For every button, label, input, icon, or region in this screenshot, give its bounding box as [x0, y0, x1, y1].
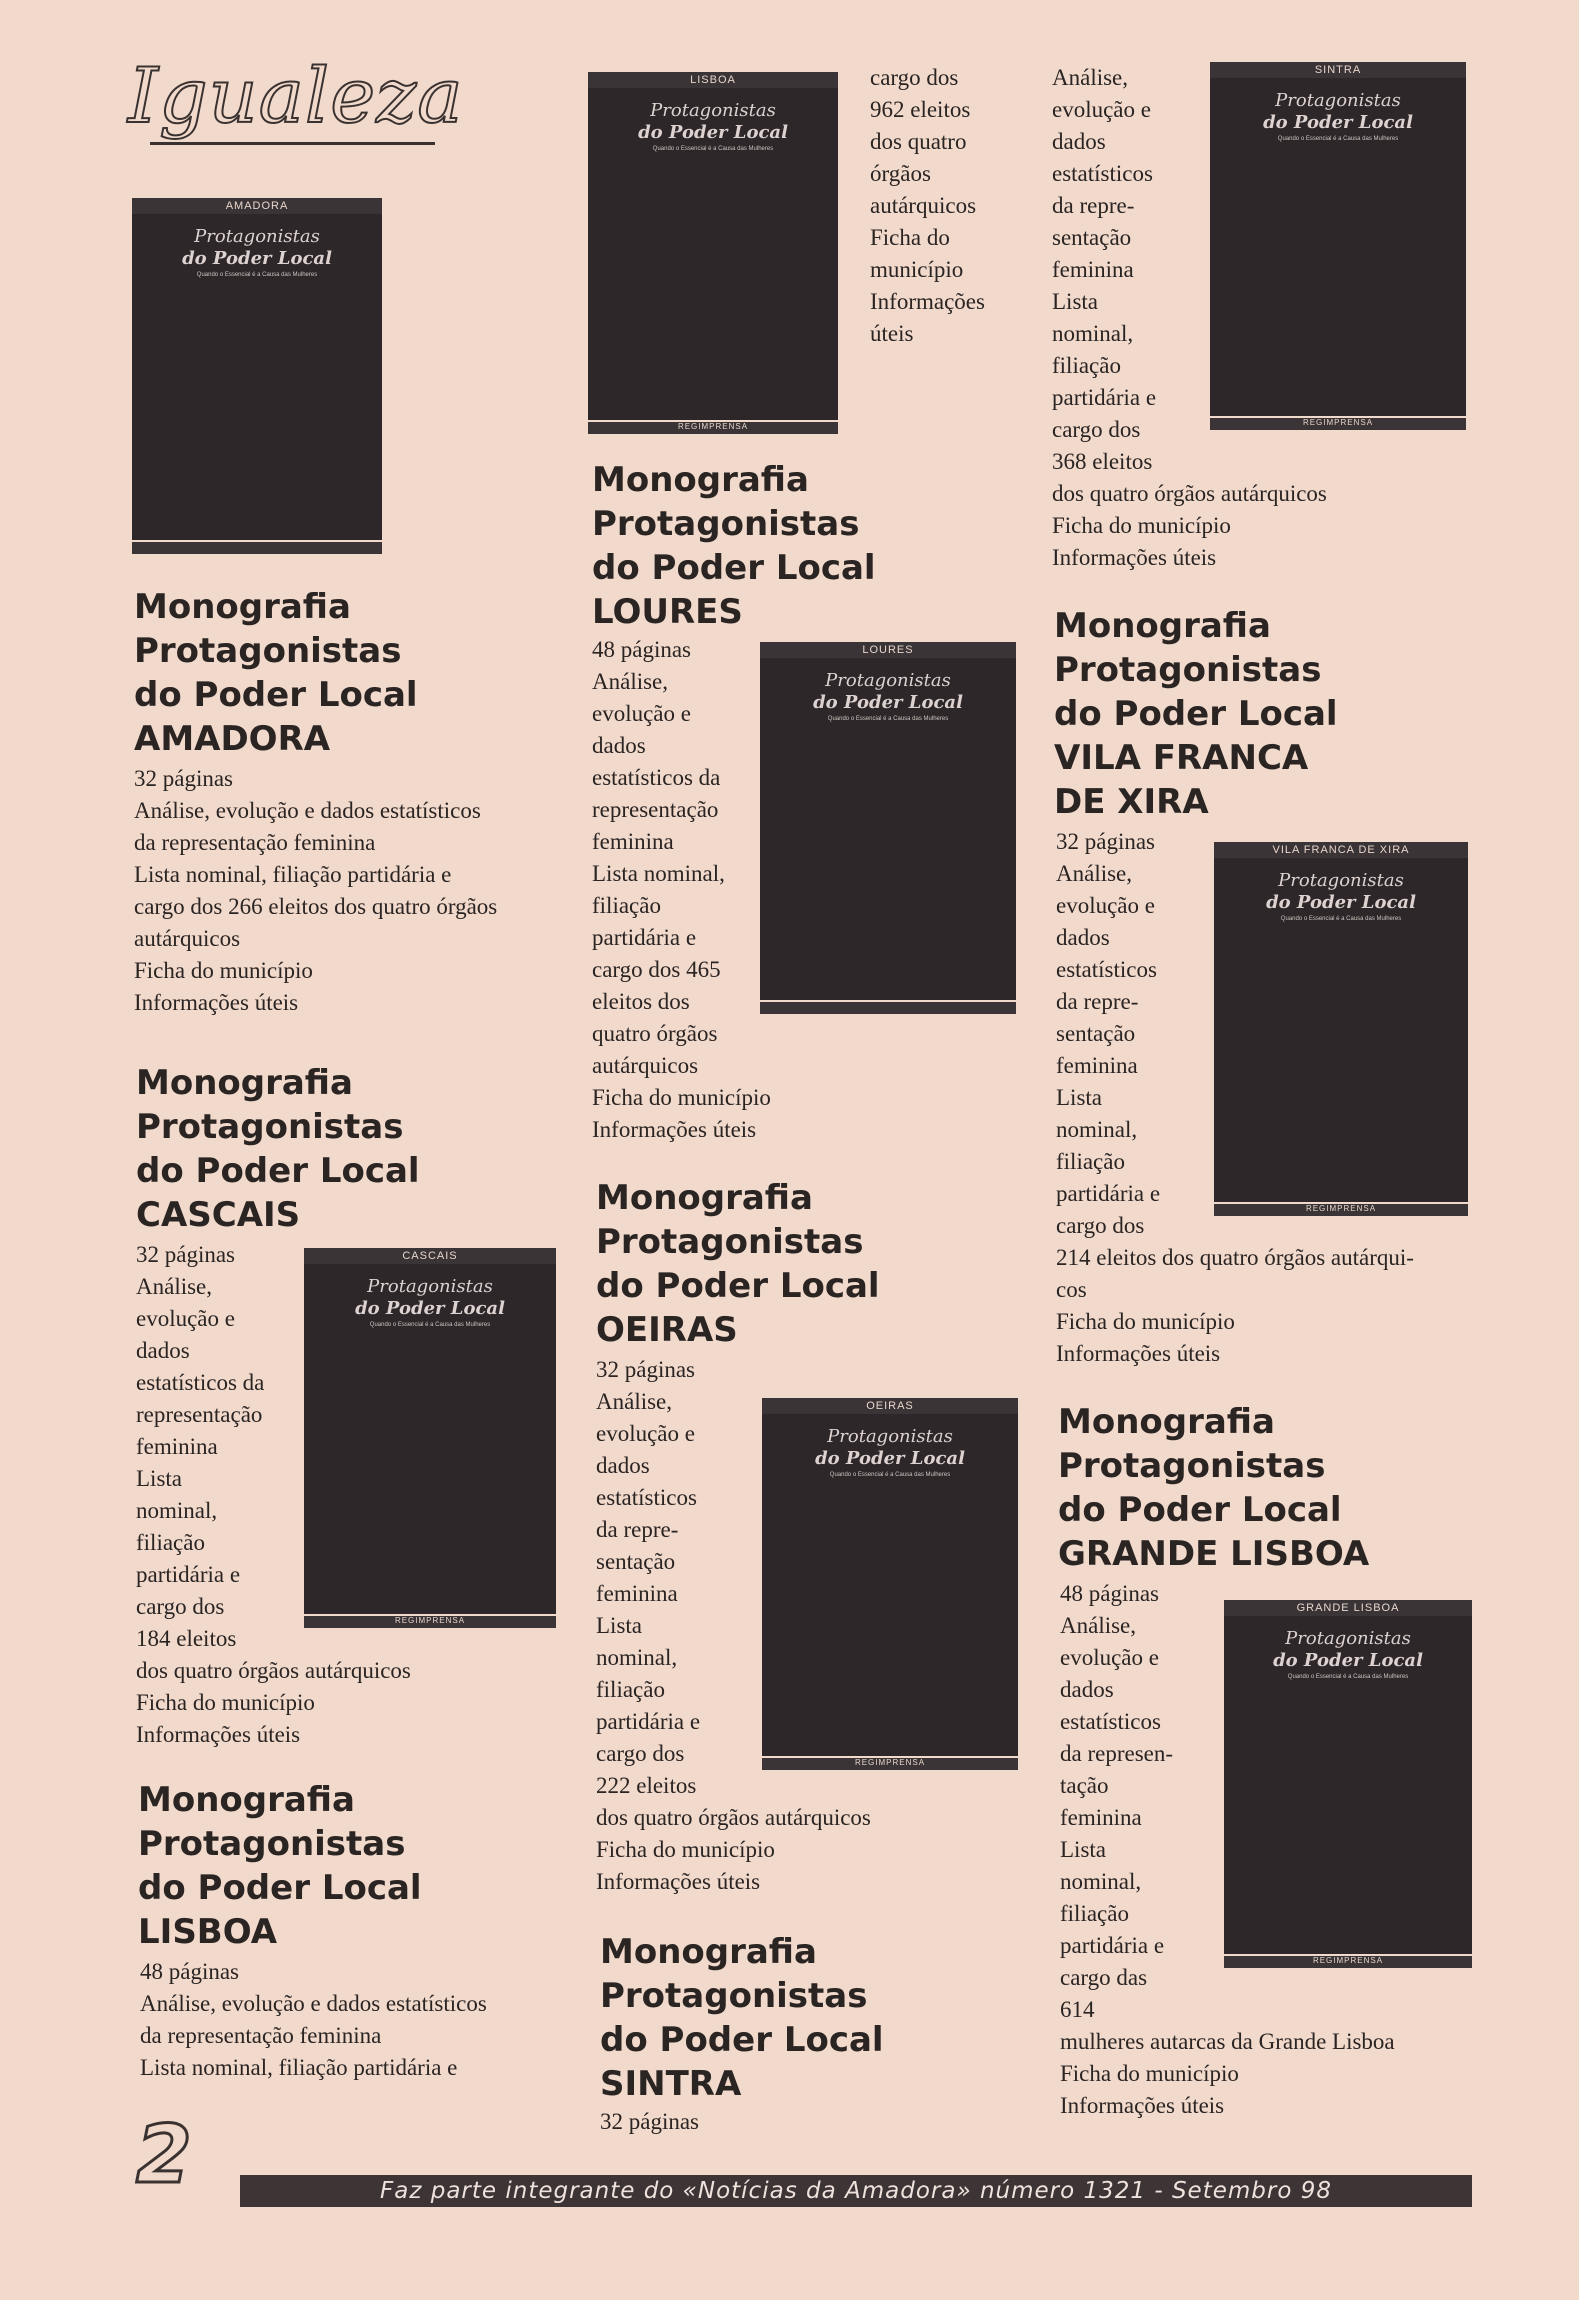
cover-label: CASCAIS	[402, 1250, 458, 1262]
cover-publisher: REGIMPRENSA	[394, 1616, 466, 1625]
heading-vila-franca-de-xira: Monografia Protagonistas do Poder Local VILA FRANCA DE XIRA	[1054, 606, 1338, 822]
cover-tagline: Quando o Essencial é a Causa das Mulheres	[1280, 916, 1402, 922]
details-loures: 48 páginas Análise, evolução e dados estatísticos da representação feminina Lista nominal, filiação partidária e cargo dos 465 eleitos dos quatro órgãos autárquicos Ficha do município Informações úteis	[592, 637, 771, 1142]
details-vila-franca-de-xira: 32 páginas Análise, evolução e dados estatísticos da repre- sentação feminina Lista nominal, filiação partidária e cargo dos 214 eleitos dos quatro órgãos autárqui- cos Ficha do município Informações úteis	[1056, 829, 1414, 1366]
cover-subtitle: do Poder Local	[182, 248, 332, 269]
cover-tagline: Quando o Essencial é a Causa das Mulheres	[369, 1322, 491, 1328]
cover-subtitle: do Poder Local	[815, 1448, 965, 1469]
heading-sintra: Monografia Protagonistas do Poder Local SINTRA	[600, 1932, 884, 2104]
heading-grande-lisboa: Monografia Protagonistas do Poder Local GRANDE LISBOA	[1058, 1402, 1370, 1574]
details-sintra: 32 páginas	[600, 2109, 700, 2134]
details-grande-lisboa: 48 páginas Análise, evolução e dados estatísticos da represen- tação feminina Lista nominal, filiação partidária e cargo das 614 mulheres autarcas da Grande Lisboa Ficha do município Informações úteis	[1060, 1581, 1395, 2118]
cover-tagline: Quando o Essencial é a Causa das Mulheres	[652, 146, 774, 152]
footer-text: Faz parte integrante do «Notícias da Amadora» número 1321 - Setembro 98	[380, 2178, 1332, 2204]
heading-lisboa: Monografia Protagonistas do Poder Local LISBOA	[138, 1780, 422, 1952]
cover-label: OEIRAS	[866, 1400, 914, 1412]
cover-subtitle: do Poder Local	[813, 692, 963, 713]
cover-subtitle: do Poder Local	[638, 122, 788, 143]
heading-cascais: Monografia Protagonistas do Poder Local CASCAIS	[136, 1063, 420, 1235]
cover-tagline: Quando o Essencial é a Causa das Mulheres	[1277, 136, 1399, 142]
cover-label: SINTRA	[1314, 64, 1362, 76]
cover-title: Protagonistas	[1275, 90, 1401, 111]
details-lisboa-continued: cargo dos 962 eleitos dos quatro órgãos autárquicos Ficha do município Informações úteis	[870, 65, 985, 346]
logo-underline	[150, 142, 435, 145]
details-amadora: 32 páginas Análise, evolução e dados estatísticos da representação feminina Lista nominal, filiação partidária e cargo dos 266 eleitos dos quatro órgãos autárquicos Ficha do município Informações úteis	[134, 766, 498, 1015]
cover-label: VILA FRANCA DE XIRA	[1272, 844, 1410, 856]
heading-amadora: Monografia Protagonistas do Poder Local AMADORA	[134, 587, 418, 759]
page-number: 2	[136, 2108, 192, 2201]
cover-title: Protagonistas	[1285, 1628, 1411, 1649]
cover-label: GRANDE LISBOA	[1296, 1602, 1400, 1614]
heading-loures: Monografia Protagonistas do Poder Local LOURES	[592, 460, 876, 632]
cover-publisher: REGIMPRENSA	[677, 422, 749, 431]
cover-publisher: REGIMPRENSA	[1312, 1956, 1384, 1965]
cover-label: AMADORA	[225, 200, 289, 212]
cover-label: LOURES	[862, 644, 914, 656]
cover-subtitle: do Poder Local	[1266, 892, 1416, 913]
details-sintra-continued: Análise, evolução e dados estatísticos da repre- sentação feminina Lista nominal, filiação partidária e cargo dos 368 eleitos dos quatro órgãos autárquicos Ficha do município Informações úteis	[1052, 65, 1327, 570]
cover-subtitle: do Poder Local	[1273, 1650, 1423, 1671]
cover-subtitle: do Poder Local	[355, 1298, 505, 1319]
cover-tagline: Quando o Essencial é a Causa das Mulheres	[827, 716, 949, 722]
igualeza-logo: Igualeza	[128, 51, 464, 140]
heading-oeiras: Monografia Protagonistas do Poder Local OEIRAS	[596, 1178, 880, 1350]
cover-tagline: Quando o Essencial é a Causa das Mulheres	[829, 1472, 951, 1478]
cover-tagline: Quando o Essencial é a Causa das Mulheres	[196, 272, 318, 278]
cover-lisboa	[588, 74, 838, 431]
cover-subtitle: do Poder Local	[1263, 112, 1413, 133]
cover-title: Protagonistas	[367, 1276, 493, 1297]
cover-publisher: REGIMPRENSA	[1302, 418, 1374, 427]
cover-title: Protagonistas	[194, 226, 320, 247]
cover-publisher: REGIMPRENSA	[1305, 1204, 1377, 1213]
cover-title: Protagonistas	[825, 670, 951, 691]
cover-publisher: REGIMPRENSA	[854, 1758, 926, 1767]
cover-title: Protagonistas	[827, 1426, 953, 1447]
cover-loures	[760, 644, 1016, 1000]
cover-title: Protagonistas	[650, 100, 776, 121]
details-cascais: 32 páginas Análise, evolução e dados estatísticos da representação feminina Lista nominal, filiação partidária e cargo dos 184 eleitos dos quatro órgãos autárquicos Ficha do município Informações úteis	[136, 1242, 411, 1747]
cover-tagline: Quando o Essencial é a Causa das Mulheres	[1287, 1674, 1409, 1680]
cover-amadora	[132, 200, 382, 540]
cover-title: Protagonistas	[1278, 870, 1404, 891]
details-oeiras: 32 páginas Análise, evolução e dados estatísticos da repre- sentação feminina Lista nominal, filiação partidária e cargo dos 222 eleitos dos quatro órgãos autárquicos Ficha do município Informações úteis	[596, 1357, 871, 1894]
cover-label: LISBOA	[690, 74, 736, 86]
details-lisboa: 48 páginas Análise, evolução e dados estatísticos da representação feminina Lista nominal, filiação partidária e	[140, 1959, 487, 2080]
